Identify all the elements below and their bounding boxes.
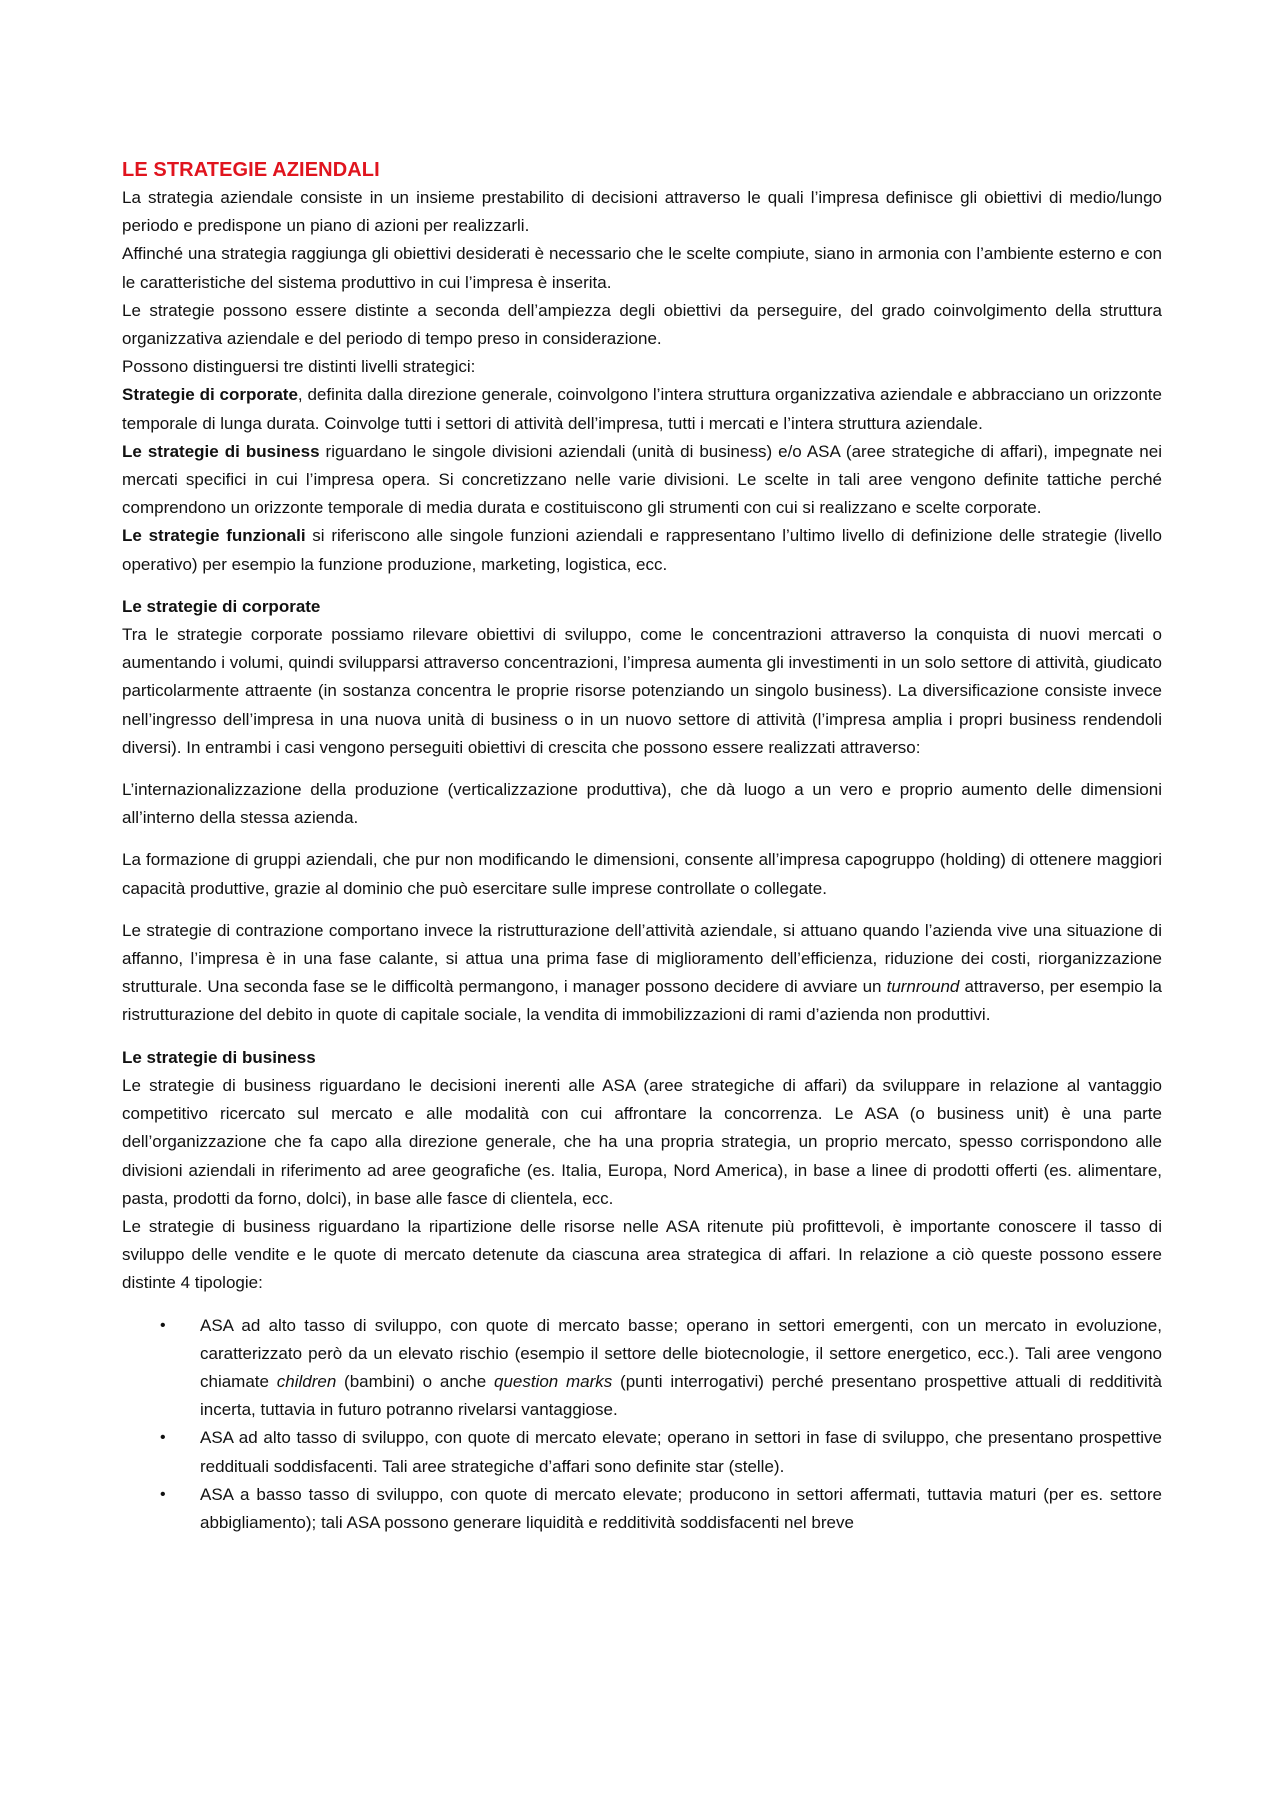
corporate-paragraph: L’internazionalizzazione della produzione (verticalizzazione produttiva), che dà luogo a un vero e proprio aumento delle dimensioni all’interno della stessa azienda. <box>122 780 1162 828</box>
level-business <box>122 438 1162 523</box>
text-run: ASA ad alto tasso di sviluppo, con quote di mercato elevate; operano in settori in fase di sviluppo, che presentano prospettive reddituali soddisfacenti. Tali aree strategiche d’affari sono definite star (stelle). <box>200 1428 1162 1476</box>
bullet-icon: • <box>160 1316 166 1334</box>
text-run: ASA ad alto tasso di sviluppo, con quote di mercato basse; operano in settori emergenti, con un mercato in evoluzione, caratterizzato però da un elevato rischio (esempio il settore delle biotecnologie, il settore energetico, ecc.). Tali aree vengono chiamate <box>200 1315 1162 1391</box>
level-term: Strategie di corporate <box>122 385 298 405</box>
list-item <box>122 1424 1162 1480</box>
level-text: si riferiscono alle singole funzioni aziendali e rappresentano l’ultimo livello di definizione delle strategie (livello operativo) per esempio la funzione produzione, marketing, logistica, ecc. <box>122 526 1162 574</box>
bullet-icon: • <box>160 1485 166 1503</box>
text-run: attraverso, per esempio la ristrutturazione del debito in quote di capitale sociale, la vendita di immobilizzazioni di rami d’azienda non produttivi. <box>122 977 1162 1025</box>
corporate-paragraph: Tra le strategie corporate possiamo rilevare obiettivi di sviluppo, come le concentrazioni attraverso la conquista di nuovi mercati o aumentando i volumi, quindi svilupparsi attraverso concentrazioni, l’impresa aumenta gli investimenti in un solo settore di attività, giudicato particolarmente attraente (in sostanza concentra le proprie risorse potenziando un singolo business). La diversificazione consiste invece nell’ingresso dell’impresa in una nuova unità di business o in un nuovo settore di attività (l’impresa amplia i propri business rendendoli diversi). In entrambi i casi vengono perseguiti obiettivi di crescita che possono essere realizzati attraverso: <box>122 625 1162 757</box>
emphasis: children <box>276 1371 337 1391</box>
section-heading-corporate: Le strategie di corporate <box>122 596 321 616</box>
text-run: (punti interrogativi) perché presentano prospettive attuali di redditività incerta, tuttavia in futuro potranno rivelarsi vantaggiose. <box>200 1371 1162 1420</box>
intro-paragraph: Possono distinguersi tre distinti livelli strategici: <box>122 357 476 377</box>
list-item <box>122 1481 1162 1537</box>
level-text: , definita dalla direzione generale, coinvolgono l’intera struttura organizzativa aziendale e abbracciano un orizzonte temporale di lunga durata. Coinvolge tutti i settori di attività dell’impresa, tutti i mercati e l’intera struttura aziendale. <box>122 385 1162 433</box>
business-paragraph: Le strategie di business riguardano le decisioni inerenti alle ASA (aree strategiche di affari) da sviluppare in relazione al vantaggio competitivo ricercato sul mercato e alle modalità con cui affrontare la concorrenza. Le ASA (o business unit) è una parte dell’organizzazione che fa capo alla direzione generale, che ha una propria strategia, un proprio mercato, spesso corrispondono alle divisioni aziendali in riferimento ad aree geografiche (es. Italia, Europa, Nord America), in base a linee di prodotti offerti (es. alimentare, pasta, prodotti da forno, dolci), in base alle fasce di clientela, ecc. <box>122 1075 1162 1208</box>
corporate-paragraph <box>122 917 1162 1030</box>
level-functional <box>122 522 1162 578</box>
bullet-icon: • <box>160 1429 166 1447</box>
text-run: ASA a basso tasso di sviluppo, con quote di mercato elevate; producono in settori affermati, tuttavia maturi (per es. settore abbigliamento); tali ASA possono generare liquidità e redditività soddisfacenti nel breve <box>200 1484 1162 1532</box>
asa-bullet-list <box>122 1312 1162 1538</box>
business-paragraph: Le strategie di business riguardano la ripartizione delle risorse nelle ASA ritenute più profittevoli, è importante conoscere il tasso di sviluppo delle vendite e le quote di mercato detenute da ciascuna area strategica di affari. In relazione a ciò queste possono essere distinte 4 tipologie: <box>122 1216 1162 1293</box>
document-page <box>122 148 1162 1537</box>
level-corporate <box>122 381 1162 437</box>
list-item <box>122 1312 1162 1425</box>
corporate-paragraph: La formazione di gruppi aziendali, che pur non modificando le dimensioni, consente all’impresa capogruppo (holding) di ottenere maggiori capacità produttive, grazie al dominio che può esercitare sulle imprese controllate o collegate. <box>122 850 1162 898</box>
text-run: (bambini) o anche <box>336 1371 494 1391</box>
emphasis: question marks <box>493 1371 613 1391</box>
intro-paragraph: Le strategie possono essere distinte a seconda dell’ampiezza degli obiettivi da perseguire, del grado coinvolgimento della struttura organizzativa aziendale e del periodo di tempo preso in considerazione. <box>122 300 1162 349</box>
document-title: LE STRATEGIE AZIENDALI <box>122 159 380 181</box>
level-term: Le strategie di business <box>122 441 320 461</box>
level-term: Le strategie funzionali <box>122 526 306 546</box>
text-run: Le strategie di contrazione comportano invece la ristrutturazione dell’attività aziendale, si attuano quando l’azienda vive una situazione di affanno, l’impresa è in una fase calante, si attua una prima fase di miglioramento dell’efficienza, riduzione dei costi, riorganizzazione strutturale. Una seconda fase se le difficoltà permangono, i manager possono decidere di avviare un <box>122 920 1162 997</box>
emphasis: turnround <box>886 977 960 997</box>
section-heading-business: Le strategie di business <box>122 1047 316 1067</box>
intro-paragraph: La strategia aziendale consiste in un insieme prestabilito di decisioni attraverso le quali l’impresa definisce gli obiettivi di medio/lungo periodo e predispone un piano di azioni per realizzarli. <box>122 188 1162 236</box>
intro-paragraph: Affinché una strategia raggiunga gli obiettivi desiderati è necessario che le scelte compiute, siano in armonia con l’ambiente esterno e con le caratteristiche del sistema produttivo in cui l’impresa è inserita. <box>122 244 1162 292</box>
level-text: riguardano le singole divisioni aziendali (unità di business) e/o ASA (aree strategiche di affari), impegnate nei mercati specifici in cui l’impresa opera. Si concretizzano nelle varie divisioni. Le scelte in tali aree vengono definite tattiche perché comprendono un orizzonte temporale di media durata e costituiscono gli strumenti con cui si realizzano e scelte corporate. <box>122 441 1162 518</box>
